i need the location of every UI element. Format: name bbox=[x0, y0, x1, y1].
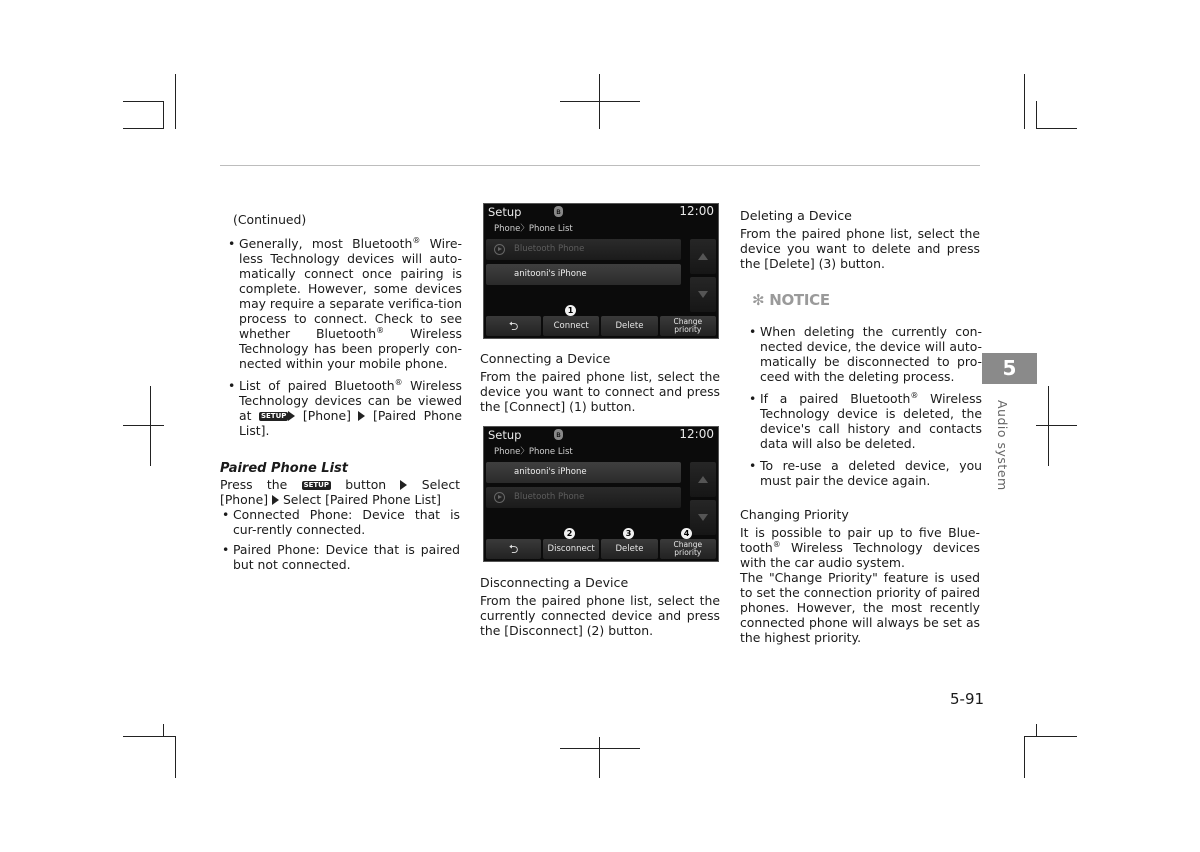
screen-button-bar bbox=[486, 539, 716, 559]
screen-title: Setup bbox=[488, 205, 522, 219]
screen-clock: 12:00 bbox=[679, 204, 714, 218]
connect-button[interactable]: Connect bbox=[543, 316, 599, 336]
paired-phone-list-heading: Paired Phone List bbox=[220, 461, 348, 476]
disconnecting-heading: Disconnecting a Device bbox=[480, 575, 629, 590]
notice-bullet: • When deleting the currently con-nected device, the device will auto-matically be disconnected to pro-ceed with the deleting process. bbox=[749, 324, 982, 384]
notice-title: ✻ NOTICE bbox=[752, 291, 830, 309]
back-button[interactable]: ⮌ bbox=[486, 316, 541, 336]
header-rule bbox=[220, 165, 980, 166]
list-item[interactable]: anitooni's iPhone bbox=[486, 462, 681, 483]
phone-list-screen-connect bbox=[483, 203, 719, 339]
paired-phone-item: • Paired Phone: Device that is paired but not connected. bbox=[222, 542, 460, 572]
setup-key-icon: SETUP bbox=[260, 412, 287, 420]
callout-number: 1 bbox=[565, 305, 576, 316]
scroll-up-button[interactable] bbox=[690, 239, 716, 274]
right-column bbox=[740, 208, 980, 645]
connected-phone-item: • Connected Phone: Device that is cur-rently connected. bbox=[222, 507, 460, 537]
list-item[interactable]: Bluetooth Phone bbox=[486, 239, 681, 260]
callout-number: 3 bbox=[623, 528, 634, 539]
connecting-text: From the paired phone list, select the device you want to connect and press the [Connect] (1) button. bbox=[480, 369, 720, 414]
scroll-down-button[interactable] bbox=[690, 500, 716, 535]
bluetooth-icon: ʙ bbox=[554, 206, 563, 217]
callout-number: 2 bbox=[564, 528, 575, 539]
phone-list-screen-disconnect bbox=[483, 426, 719, 562]
change-priority-button[interactable]: Change priority bbox=[660, 539, 716, 559]
back-button[interactable]: ⮌ bbox=[486, 539, 541, 559]
changing-priority-text: It is possible to pair up to five Blue-tooth® Wireless Technology devices with the car audio system. bbox=[740, 525, 980, 570]
bullet-paired-list: • List of paired Bluetooth® Wireless Technology devices can be viewed at SETUP [Phone] [Paired Phone List]. bbox=[228, 378, 462, 438]
left-column bbox=[220, 212, 463, 572]
bullet-auto-connect: • Generally, most Bluetooth® Wire-less Technology devices will auto-matically connect once pairing is complete. However, some devices may require a separate verifica-tion process to connect. Check to see whether Bluetooth® Wireless Technology has been properly con-nected within your mobile phone. bbox=[228, 236, 462, 371]
callout-number: 4 bbox=[681, 528, 692, 539]
page-number: 5-91 bbox=[950, 690, 985, 708]
list-item[interactable]: Bluetooth Phone bbox=[486, 487, 681, 508]
disconnecting-text: From the paired phone list, select the currently connected device and press the [Disconnect] (2) button. bbox=[480, 593, 720, 638]
section-side-label: Audio system bbox=[995, 400, 1010, 491]
chapter-tab: 5 bbox=[982, 353, 1037, 384]
deleting-text: From the paired phone list, select the device you want to delete and press the [Delete] (3) button. bbox=[740, 226, 980, 271]
arrow-icon bbox=[272, 495, 279, 505]
change-priority-button[interactable]: Change priority bbox=[660, 316, 716, 336]
screen-breadcrumb: Phone〉Phone List bbox=[494, 447, 573, 457]
delete-button[interactable]: Delete bbox=[601, 539, 657, 559]
play-icon bbox=[494, 492, 505, 503]
disconnect-button[interactable]: Disconnect bbox=[543, 539, 599, 559]
scroll-down-button[interactable] bbox=[690, 277, 716, 312]
connecting-heading: Connecting a Device bbox=[480, 351, 611, 366]
setup-key-icon: SETUP bbox=[303, 481, 329, 489]
bluetooth-icon: ʙ bbox=[554, 429, 563, 440]
changing-priority-heading: Changing Priority bbox=[740, 507, 849, 522]
play-icon bbox=[494, 244, 505, 255]
delete-button[interactable]: Delete bbox=[601, 316, 657, 336]
change-priority-feature-text: The "Change Priority" feature is used to set the connection priority of paired phones. However, the most recently connected phone will always be set as the highest priority. bbox=[740, 570, 980, 645]
connecting-section bbox=[480, 351, 720, 414]
continued-label: (Continued) bbox=[233, 212, 307, 227]
screen-title: Setup bbox=[488, 428, 522, 442]
disconnecting-section bbox=[480, 575, 720, 638]
list-item[interactable]: anitooni's iPhone bbox=[486, 264, 681, 285]
screen-clock: 12:00 bbox=[679, 427, 714, 441]
press-setup-text: Press the SETUP button Select [Phone] Select [Paired Phone List] bbox=[220, 477, 460, 507]
notice-bullet: • To re-use a deleted device, you must pair the device again. bbox=[749, 458, 982, 488]
screen-breadcrumb: Phone〉Phone List bbox=[494, 224, 573, 234]
deleting-heading: Deleting a Device bbox=[740, 208, 852, 223]
scroll-up-button[interactable] bbox=[690, 462, 716, 497]
notice-bullet: • If a paired Bluetooth® Wireless Technology device is deleted, the device's call history and contacts data will also be deleted. bbox=[749, 391, 982, 451]
screen-button-bar bbox=[486, 316, 716, 336]
